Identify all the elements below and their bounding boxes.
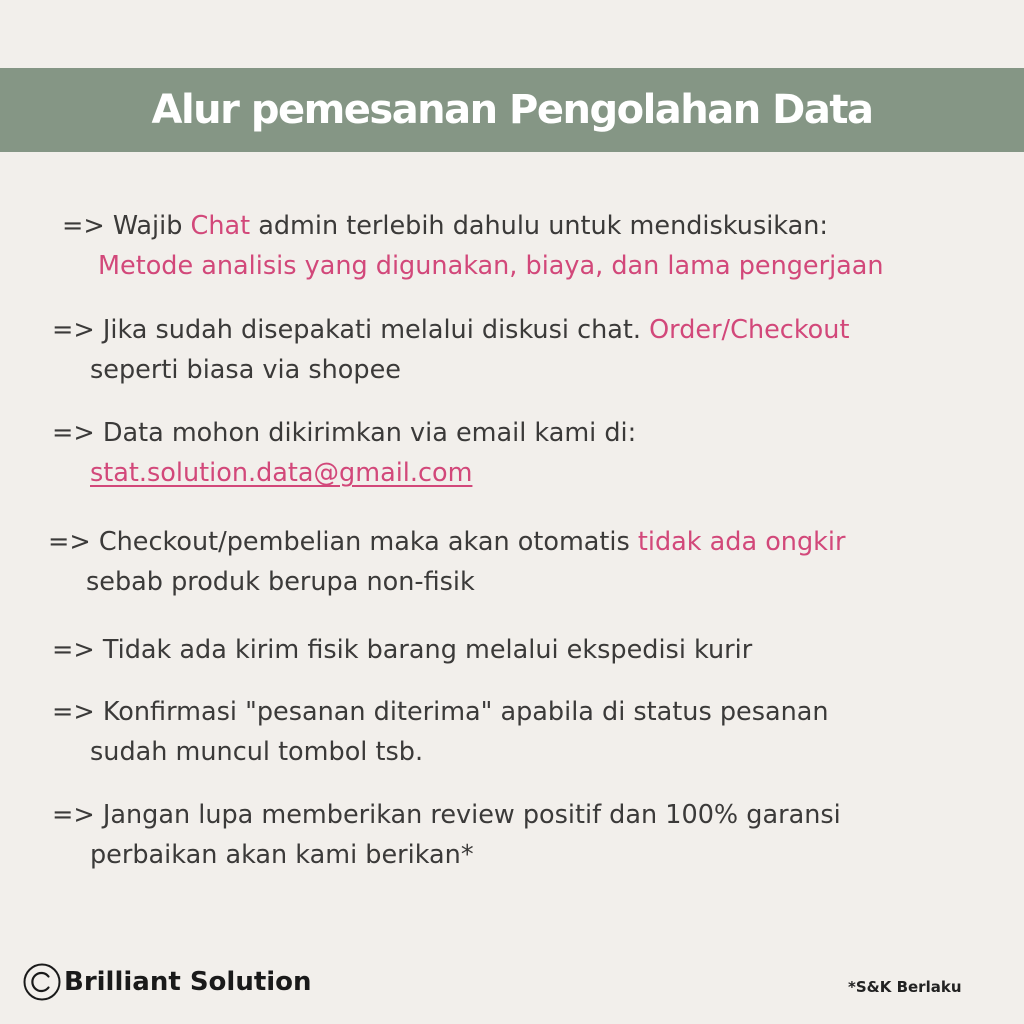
- page-title: Alur pemesanan Pengolahan Data: [151, 87, 873, 133]
- step-text: Konfirmasi "pesanan diterima" apabila di status pesanan: [102, 697, 829, 727]
- highlight-chat: Chat: [190, 211, 251, 241]
- arrow-marker: =>: [52, 635, 95, 665]
- copyright-icon: [22, 962, 62, 1002]
- step-text-end: admin terlebih dahulu untuk mendiskusikan:: [250, 211, 829, 241]
- step-text: Tidak ada kirim fisik barang melalui ekspedisi kurir: [102, 635, 753, 665]
- step-text: Data mohon dikirimkan via email kami di:: [102, 418, 637, 448]
- brand-name: Brilliant Solution: [64, 967, 312, 997]
- step-no-shipping: [48, 522, 846, 602]
- step-review: [52, 795, 841, 875]
- step-detail: seperti biasa via shopee: [90, 355, 401, 385]
- step-detail: perbaikan akan kami berikan*: [90, 840, 474, 870]
- terms-note: *S&K Berlaku: [848, 978, 962, 996]
- step-detail-highlight: Metode analisis yang digunakan, biaya, dan lama pengerjaan: [98, 251, 884, 281]
- step-text: Wajib: [112, 211, 191, 241]
- arrow-marker: =>: [52, 697, 95, 727]
- step-send-data: [52, 413, 636, 493]
- arrow-marker: =>: [52, 315, 95, 345]
- step-detail: sudah muncul tombol tsb.: [90, 737, 424, 767]
- step-text: Jangan lupa memberikan review positif dan 100% garansi: [102, 800, 841, 830]
- step-detail: sebab produk berupa non-fisik: [86, 567, 475, 597]
- highlight-no-shipping: tidak ada ongkir: [637, 527, 846, 557]
- arrow-marker: =>: [52, 800, 95, 830]
- header-banner: [0, 68, 1024, 152]
- highlight-order-checkout: Order/Checkout: [649, 315, 850, 345]
- step-confirm-order: [52, 692, 829, 772]
- step-text: Jika sudah disepakati melalui diskusi chat.: [102, 315, 650, 345]
- step-order-checkout: [52, 310, 849, 390]
- step-text: Checkout/pembelian maka akan otomatis: [98, 527, 638, 557]
- arrow-marker: =>: [52, 418, 95, 448]
- brand-logo: [22, 962, 312, 1002]
- arrow-marker: =>: [48, 527, 91, 557]
- arrow-marker: =>: [62, 211, 105, 241]
- step-chat-admin: [62, 206, 884, 286]
- step-no-courier: [52, 630, 752, 670]
- email-link[interactable]: stat.solution.data@gmail.com: [90, 458, 473, 488]
